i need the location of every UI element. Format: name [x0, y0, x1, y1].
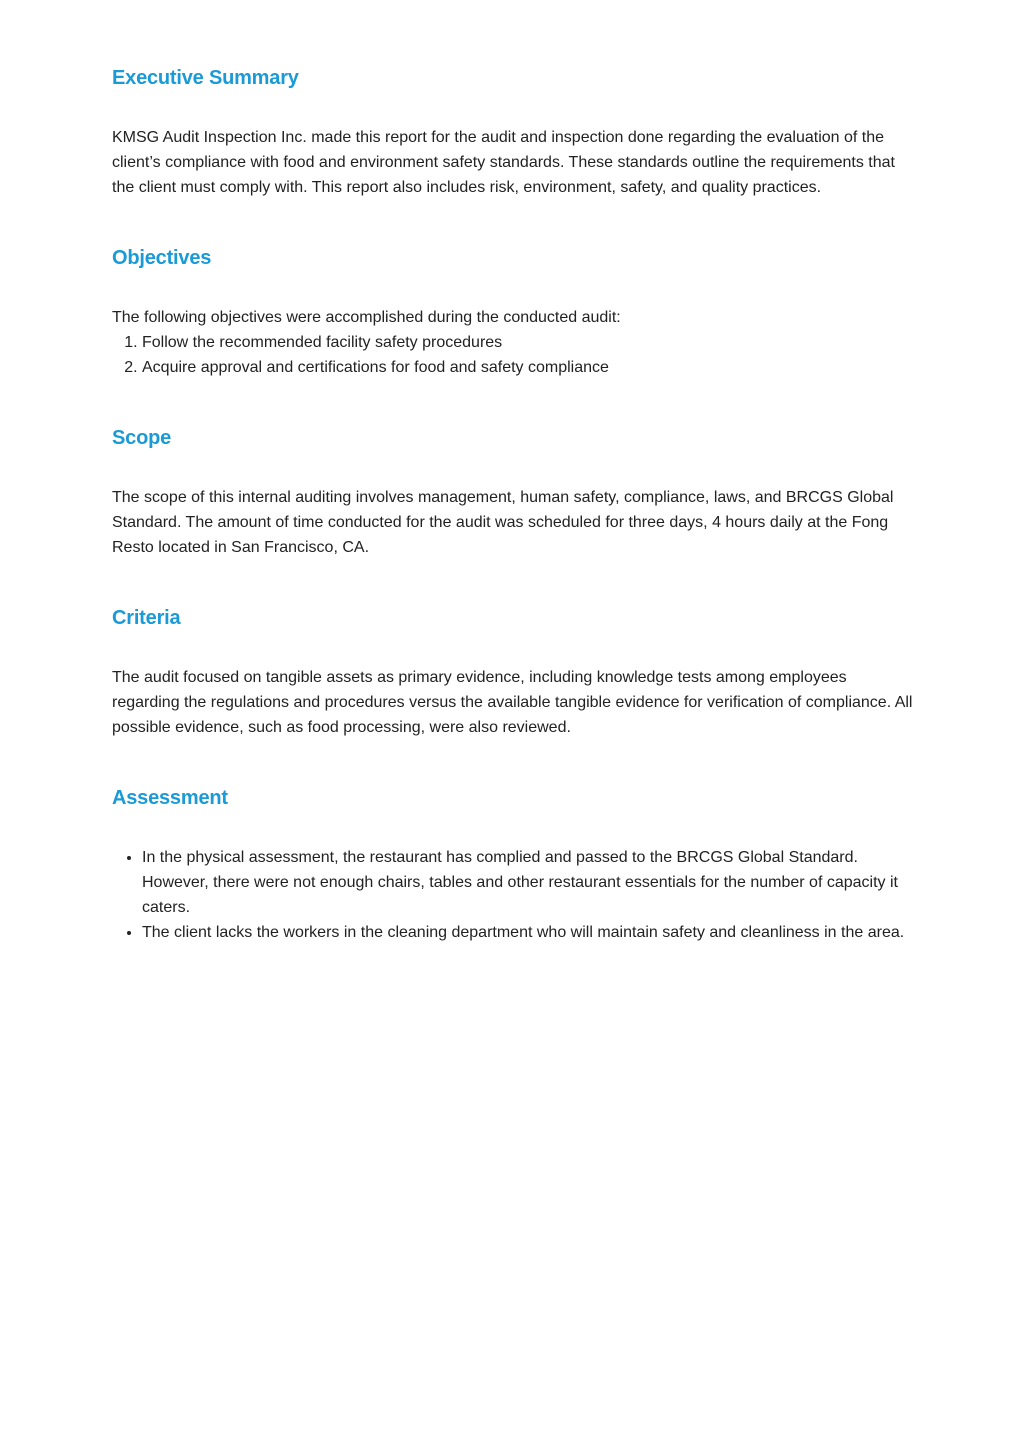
scope-paragraph: The scope of this internal auditing involves management, human safety, compliance, laws, and BRCGS Global Standard. The amount of time conducted for the audit was scheduled for three days, 4 hours daily at the Fong Resto located in San Francisco, CA. — [112, 489, 894, 556]
executive-summary-heading: Executive Summary — [112, 67, 299, 89]
scope-body-block — [112, 485, 914, 560]
criteria-body-block — [112, 665, 914, 740]
list-item: • The client lacks the workers in the cleaning department who will maintain safety and cleanliness in the area. — [142, 920, 914, 945]
section-scope — [112, 426, 914, 450]
list-item: 1. Follow the recommended facility safety procedures — [142, 330, 914, 355]
executive-summary-paragraph: KMSG Audit Inspection Inc. made this report for the audit and inspection done regarding the evaluation of the client’s compliance with food and environment safety standards. These standards outline the requirements that the client must comply with. This report also includes risk, environment, safety, and quality practices. — [112, 129, 895, 196]
assessment-list — [112, 845, 914, 945]
list-item: 2. Acquire approval and certifications for food and safety compliance — [142, 355, 914, 380]
scope-heading: Scope — [112, 427, 172, 449]
executive-summary-body-block — [112, 125, 914, 200]
objectives-intro: The following objectives were accomplished during the conducted audit: — [112, 309, 621, 326]
list-item: • In the physical assessment, the restaurant has complied and passed to the BRCGS Global Standard. However, there were not enough chairs, tables and other restaurant essentials for the number of capacity it caters. — [142, 845, 914, 920]
objectives-heading: Objectives — [112, 247, 212, 269]
section-executive-summary — [112, 66, 914, 90]
assessment-heading: Assessment — [112, 787, 228, 809]
objectives-list — [112, 330, 914, 380]
section-criteria — [112, 606, 914, 630]
section-objectives — [112, 246, 914, 270]
criteria-heading: Criteria — [112, 607, 181, 629]
criteria-paragraph: The audit focused on tangible assets as primary evidence, including knowledge tests among employees regarding the regulations and procedures versus the available tangible evidence for verification of compliance. All possible evidence, such as food processing, were also reviewed. — [112, 669, 913, 736]
objectives-body-block — [112, 305, 914, 380]
section-assessment — [112, 786, 914, 810]
assessment-body-block — [112, 845, 914, 945]
